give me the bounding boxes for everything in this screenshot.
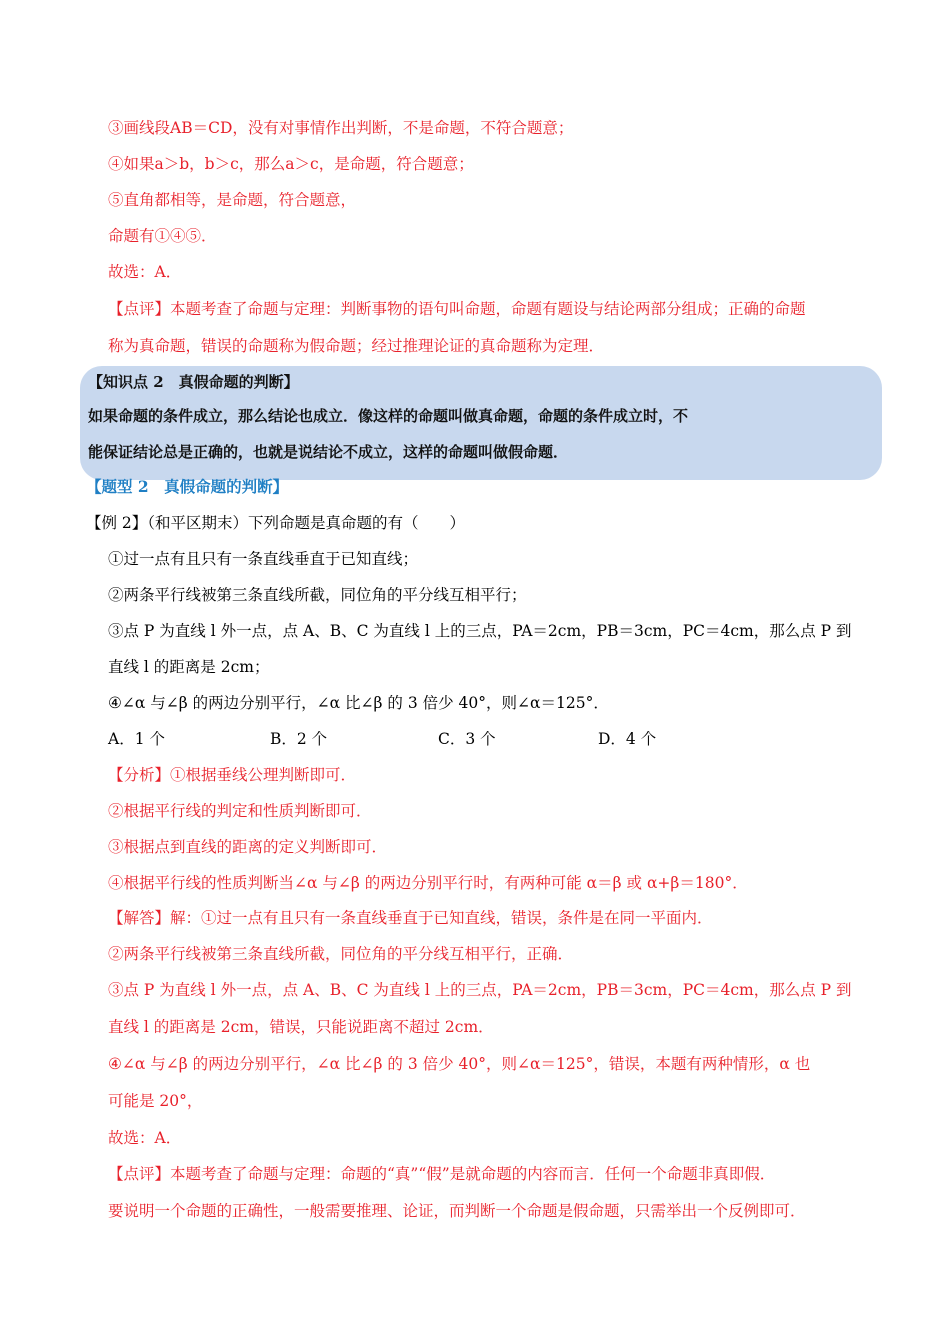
- analysis-line: 【分析】①根据垂线公理判断即可．: [108, 766, 357, 784]
- statement: 直线 l 的距离是 2cm；: [108, 658, 270, 676]
- text-line: ③画线段AB＝CD，没有对事情作出判断，不是命题，不符合题意；: [108, 119, 574, 137]
- solution-line: 故选：A．: [108, 1129, 182, 1147]
- analysis-line: ③根据点到直线的距离的定义判断即可．: [108, 838, 388, 856]
- analysis-line: ④根据平行线的性质判断当∠α 与∠β 的两边分别平行时，有两种可能 α＝β 或 α+β＝180°．: [108, 874, 748, 892]
- text-line: ⑤直角都相等，是命题，符合题意，: [108, 191, 357, 209]
- review-line: 称为真命题，错误的命题称为假命题；经过推理论证的真命题称为定理．: [108, 337, 605, 355]
- knowledge-text: 如果命题的条件成立，那么结论也成立．像这样的命题叫做真命题，命题的条件成立时，不: [88, 407, 689, 425]
- statement: ②两条平行线被第三条直线所截，同位角的平分线互相平行；: [108, 586, 527, 604]
- solution-line: 直线 l 的距离是 2cm，错误，只能说距离不超过 2cm．: [108, 1018, 494, 1036]
- statement: ④∠α 与∠β 的两边分别平行，∠α 比∠β 的 3 倍少 40°，则∠α＝125°．: [108, 694, 609, 712]
- text-line: ④如果a＞b，b＞c，那么a＞c，是命题，符合题意；: [108, 155, 474, 173]
- option-b: B．2 个: [270, 730, 328, 748]
- review-line: 【点评】本题考查了命题与定理：命题的“真”“假”是就命题的内容而言．任何一个命题非真即假．: [108, 1165, 776, 1183]
- option-a: A．1 个: [108, 730, 165, 748]
- knowledge-box: [80, 366, 882, 480]
- example-stem: 【例 2】（和平区期末）下列命题是真命题的有（ ）: [86, 514, 466, 532]
- statement: ①过一点有且只有一条直线垂直于已知直线；: [108, 550, 419, 568]
- text-line: 命题有①④⑤．: [108, 227, 217, 245]
- solution-line: ④∠α 与∠β 的两边分别平行，∠α 比∠β 的 3 倍少 40°，则∠α＝125°，错误，本题有两种情形，α 也: [108, 1055, 811, 1073]
- knowledge-text: 能保证结论总是正确的，也就是说结论不成立，这样的命题叫做假命题．: [88, 443, 569, 461]
- question-type-heading: 【题型 2 真假命题的判断】: [86, 477, 289, 496]
- option-c: C．3 个: [438, 730, 496, 748]
- solution-line: ③点 P 为直线 l 外一点，点 A、B、C 为直线 l 上的三点，PA＝2cm，PB＝3cm，PC＝4cm，那么点 P 到: [108, 981, 852, 999]
- solution-line: 可能是 20°，: [108, 1092, 203, 1110]
- statement: ③点 P 为直线 l 外一点，点 A、B、C 为直线 l 上的三点，PA＝2cm，PB＝3cm，PC＝4cm，那么点 P 到: [108, 622, 852, 640]
- analysis-line: ②根据平行线的判定和性质判断即可．: [108, 802, 372, 820]
- option-d: D．4 个: [598, 730, 657, 748]
- solution-line: ②两条平行线被第三条直线所截，同位角的平分线互相平行，正确．: [108, 945, 574, 963]
- solution-line: 【解答】解：①过一点有且只有一条直线垂直于已知直线，错误，条件是在同一平面内．: [108, 909, 713, 927]
- knowledge-title: 【知识点 2 真假命题的判断】: [88, 373, 299, 391]
- text-line: 故选：A．: [108, 263, 182, 281]
- review-line: 要说明一个命题的正确性，一般需要推理、论证，而判断一个命题是假命题，只需举出一个反例即可．: [108, 1202, 806, 1220]
- review-line: 【点评】本题考查了命题与定理：判断事物的语句叫命题，命题有题设与结论两部分组成；正确的命题: [108, 300, 806, 318]
